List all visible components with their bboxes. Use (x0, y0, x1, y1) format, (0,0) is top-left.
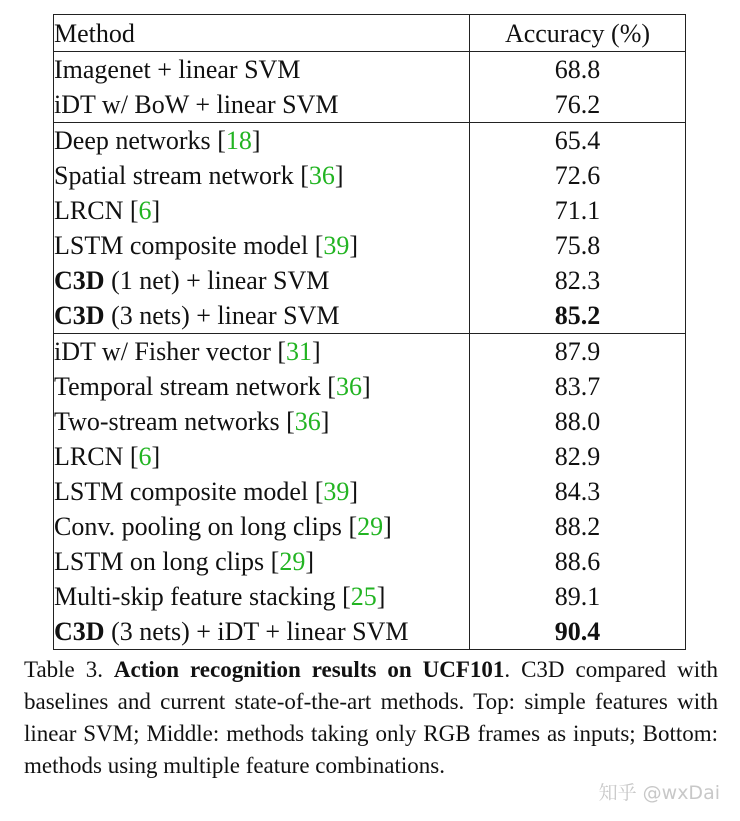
citation-link[interactable]: 6 (138, 196, 152, 225)
accuracy-cell: 88.6 (470, 544, 686, 579)
method-cell: Deep networks [18] (54, 123, 470, 159)
method-name: (1 net) + linear SVM (104, 266, 330, 295)
citation-link[interactable]: 36 (308, 161, 335, 190)
table-row (54, 298, 686, 334)
table-row (54, 474, 686, 509)
accuracy-cell: 88.2 (470, 509, 686, 544)
citation-link[interactable]: 29 (357, 512, 384, 541)
table-row (54, 158, 686, 193)
header-row (54, 15, 686, 52)
method-name: LSTM composite model (54, 231, 315, 260)
method-cell: LRCN [6] (54, 193, 470, 228)
table-header (54, 15, 686, 52)
method-column-header: Method (54, 15, 470, 52)
method-cell (54, 263, 470, 298)
method-name: (3 nets) + iDT + linear SVM (104, 617, 409, 646)
accuracy-cell: 87.9 (470, 334, 686, 370)
table-row (54, 369, 686, 404)
method-cell: LSTM on long clips [29] (54, 544, 470, 579)
method-name: LRCN (54, 442, 130, 471)
table-row (54, 123, 686, 159)
accuracy-column-header: Accuracy (%) (470, 15, 686, 52)
citation-link[interactable]: 39 (323, 477, 350, 506)
method-name: (3 nets) + linear SVM (104, 301, 340, 330)
method-cell: Multi-skip feature stacking [25] (54, 579, 470, 614)
accuracy-cell: 85.2 (470, 298, 686, 334)
method-cell: Spatial stream network [36] (54, 158, 470, 193)
table-row (54, 439, 686, 474)
accuracy-cell: 90.4 (470, 614, 686, 650)
citation-link[interactable]: 6 (138, 442, 152, 471)
method-name: iDT w/ BoW + linear SVM (54, 90, 339, 119)
table-row (54, 263, 686, 298)
method-name: Spatial stream network (54, 161, 301, 190)
method-bold-prefix: C3D (54, 301, 105, 330)
accuracy-cell: 76.2 (470, 87, 686, 123)
accuracy-cell: 65.4 (470, 123, 686, 159)
table-row (54, 87, 686, 123)
accuracy-cell: 84.3 (470, 474, 686, 509)
method-name: iDT w/ Fisher vector (54, 337, 278, 366)
caption-bold-title: Action recognition results on UCF101 (113, 657, 505, 682)
citation-link[interactable]: 31 (286, 337, 313, 366)
method-cell: LRCN [6] (54, 439, 470, 474)
citation-link[interactable]: 29 (279, 547, 306, 576)
accuracy-cell: 89.1 (470, 579, 686, 614)
citation-link[interactable]: 39 (323, 231, 350, 260)
table-row (54, 614, 686, 650)
method-cell (54, 87, 470, 123)
method-cell: Conv. pooling on long clips [29] (54, 509, 470, 544)
method-name: Temporal stream network (54, 372, 328, 401)
method-cell (54, 52, 470, 88)
group-middle (54, 123, 686, 334)
accuracy-cell: 68.8 (470, 52, 686, 88)
citation-link[interactable]: 36 (294, 407, 321, 436)
table-row (54, 404, 686, 439)
citation-link[interactable]: 36 (335, 372, 362, 401)
table-row (54, 193, 686, 228)
method-cell (54, 298, 470, 334)
accuracy-cell: 83.7 (470, 369, 686, 404)
method-cell: LSTM composite model [39] (54, 474, 470, 509)
method-name: Multi-skip feature stacking (54, 582, 343, 611)
table-caption (24, 654, 718, 782)
caption-body: . C3D compared with baselines and current state-of-the-art methods. Top: simple features with linear SVM; Middle: methods taking only RGB frames as inputs; Bottom: methods using multiple feature combinations. (24, 657, 718, 778)
table-row (54, 228, 686, 263)
method-cell (54, 614, 470, 650)
method-name: LSTM on long clips (54, 547, 271, 576)
method-cell: iDT w/ Fisher vector [31] (54, 334, 470, 370)
accuracy-cell: 75.8 (470, 228, 686, 263)
accuracy-cell: 82.3 (470, 263, 686, 298)
accuracy-cell: 72.6 (470, 158, 686, 193)
citation-link[interactable]: 25 (350, 582, 377, 611)
accuracy-cell: 82.9 (470, 439, 686, 474)
table-row (54, 334, 686, 370)
watermark: 知乎 @wxDai (598, 782, 720, 804)
method-bold-prefix: C3D (54, 617, 105, 646)
caption-label: Table 3. (24, 657, 114, 682)
citation-link[interactable]: 18 (225, 126, 252, 155)
method-name: Deep networks (54, 126, 218, 155)
method-name: LSTM composite model (54, 477, 315, 506)
method-bold-prefix: C3D (54, 266, 105, 295)
method-name: Imagenet + linear SVM (54, 55, 301, 84)
method-cell: Temporal stream network [36] (54, 369, 470, 404)
results-table (53, 14, 686, 650)
table-row (54, 544, 686, 579)
method-cell: Two-stream networks [36] (54, 404, 470, 439)
table-row (54, 579, 686, 614)
method-name: Conv. pooling on long clips (54, 512, 349, 541)
group-bottom (54, 334, 686, 650)
accuracy-cell: 71.1 (470, 193, 686, 228)
table-row (54, 52, 686, 88)
method-name: Two-stream networks (54, 407, 287, 436)
method-name: LRCN (54, 196, 130, 225)
method-cell: LSTM composite model [39] (54, 228, 470, 263)
table-row (54, 509, 686, 544)
accuracy-cell: 88.0 (470, 404, 686, 439)
group-top (54, 52, 686, 123)
